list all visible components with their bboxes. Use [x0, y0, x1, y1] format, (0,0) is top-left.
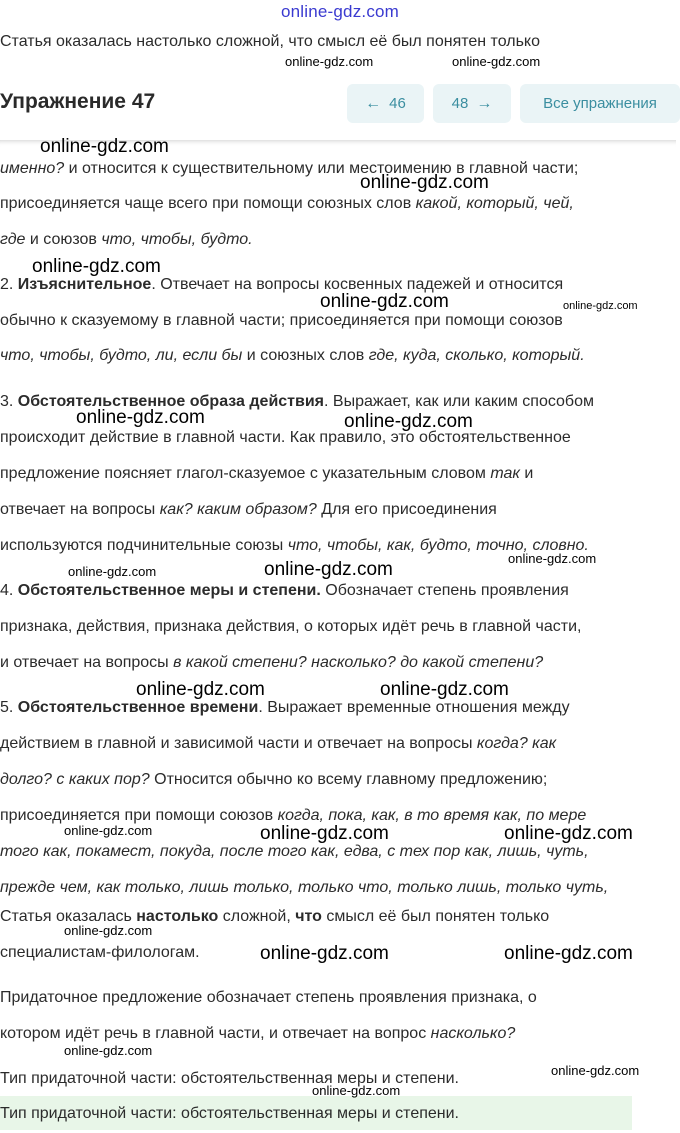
watermark: online-gdz.com	[64, 923, 153, 938]
watermark: online-gdz.com	[452, 54, 541, 69]
watermark: online-gdz.com	[64, 1043, 153, 1058]
watermark: online-gdz.com	[260, 943, 389, 964]
paragraph-manner: 3. Обстоятельственное образа действия. Выражает, как или каким способом	[0, 393, 594, 410]
watermark: online-gdz.com	[68, 564, 157, 579]
watermark: online-gdz.com	[508, 551, 597, 566]
explanation-line: котором идёт речь в главной части, и отвечает на вопрос насколько?	[0, 1025, 516, 1042]
text-line: отвечает на вопросы как? каким образом? Для его присоединения	[0, 501, 497, 518]
watermark: online-gdz.com	[504, 943, 633, 964]
arrow-left-icon: ←	[365, 94, 382, 112]
paragraph-explanatory: 2. Изъяснительное. Отвечает на вопросы косвенных падежей и относится	[0, 276, 564, 293]
watermark: online-gdz.com	[360, 172, 489, 193]
example-sentence: Статья оказалась настолько сложной, что смысл её был понятен только	[0, 908, 550, 925]
text-line: действием в главной и зависимой части и отвечает на вопросы когда? как	[0, 735, 557, 752]
text-line: и отвечает на вопросы в какой степени? насколько? до какой степени?	[0, 654, 544, 671]
watermark: online-gdz.com	[264, 559, 393, 580]
solution-content	[0, 140, 676, 1130]
text-line: того как, покамест, покуда, после того как, едва, с тех пор как, лишь, чуть,	[0, 843, 589, 860]
text-line: присоединяется при помощи союзов когда, пока, как, в то время как, по мере	[0, 807, 587, 824]
paragraph-measure-degree: 4. Обстоятельственное меры и степени. Обозначает степень проявления	[0, 582, 569, 599]
site-logo[interactable]: online-gdz.com	[280, 2, 400, 21]
text-line: присоединяется чаще всего при помощи союзных слов какой, который, чей,	[0, 195, 574, 212]
watermark: online-gdz.com	[76, 407, 205, 428]
all-exercises-button[interactable]	[520, 84, 680, 123]
page-title: Упражнение 47	[0, 90, 156, 113]
watermark: online-gdz.com	[504, 823, 633, 844]
prev-exercise-label: 46	[389, 95, 406, 112]
prev-exercise-button[interactable]	[347, 84, 424, 123]
text-line: используются подчинительные союзы что, чтобы, как, будто, точно, словно.	[0, 537, 589, 554]
next-exercise-button[interactable]	[433, 84, 511, 123]
watermark: online-gdz.com	[64, 823, 153, 838]
text-line: что, чтобы, будто, ли, если бы и союзных слов где, куда, сколько, который.	[0, 347, 585, 364]
watermark: online-gdz.com	[285, 54, 374, 69]
text-line: долго? с каких пор? Относится обычно ко всему главному предложению;	[0, 771, 548, 788]
exercise-header	[0, 84, 680, 124]
text-line: специалистам-филологам.	[0, 944, 200, 961]
text-line: признака, действия, признака действия, о которых идёт речь в главной части,	[0, 618, 582, 635]
answer-type-line: Тип придаточной части: обстоятельственная меры и степени.	[0, 1070, 459, 1087]
watermark: online-gdz.com	[320, 291, 449, 312]
watermark: online-gdz.com	[563, 300, 638, 312]
watermark: online-gdz.com	[32, 256, 161, 277]
watermark: online-gdz.com	[40, 136, 169, 157]
text-line: обычно к сказуемому в главной части; присоединяется при помощи союзов	[0, 312, 563, 329]
next-exercise-label: 48	[451, 95, 469, 112]
text-line: где и союзов что, чтобы, будто.	[0, 231, 253, 248]
watermark: online-gdz.com	[551, 1063, 640, 1078]
intro-sentence: Статья оказалась настолько сложной, что смысл её был понятен только	[0, 33, 540, 50]
text-line: именно? и относится к существительному или местоимению в главной части;	[0, 160, 579, 177]
arrow-right-icon: →	[476, 94, 493, 112]
text-line: прежде чем, как только, лишь только, только что, только лишь, только чуть,	[0, 879, 609, 896]
watermark: online-gdz.com	[312, 1083, 401, 1098]
watermark: online-gdz.com	[136, 679, 265, 700]
answer-type-highlighted: Тип придаточной части: обстоятельственная меры и степени.	[0, 1105, 459, 1122]
watermark: online-gdz.com	[380, 679, 509, 700]
watermark: online-gdz.com	[260, 823, 389, 844]
paragraph-time: 5. Обстоятельственное времени. Выражает временные отношения между	[0, 699, 570, 716]
text-line: происходит действие в главной части. Как правило, это обстоятельственное	[0, 429, 571, 446]
watermark: online-gdz.com	[344, 411, 473, 432]
explanation-line: Придаточное предложение обозначает степень проявления признака, о	[0, 989, 537, 1006]
all-exercises-label: Все упражнения	[543, 95, 657, 112]
text-line: предложение поясняет глагол-сказуемое с указательным словом так и	[0, 465, 534, 482]
